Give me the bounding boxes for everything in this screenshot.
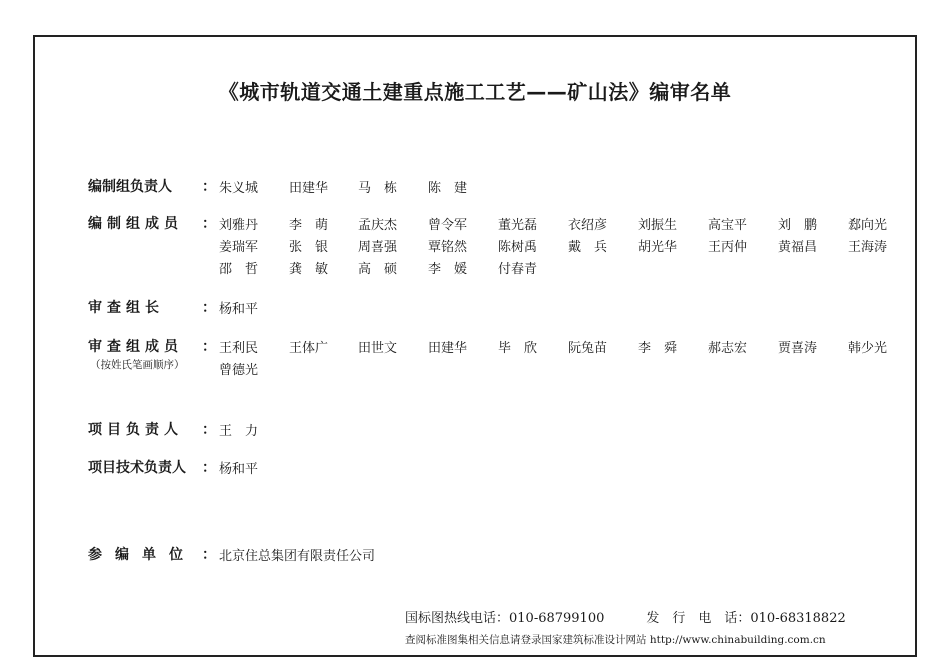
footer-phones [405,607,846,626]
member-name: 阮兔苗 [568,341,608,356]
website-line: 查阅标准图集相关信息请登录国家建筑标准设计网站 http://www.chinabuilding.com.cn [405,634,826,646]
review-lead-label: 审查组长 [88,300,164,316]
member-name: 王体广 [289,341,329,356]
member-name: 张 银 [289,240,329,255]
compile-lead-name: 田建华 [289,181,329,196]
member-name: 田世文 [358,341,398,356]
project-lead-colon: ： [202,422,216,438]
member-name: 高宝平 [708,218,748,233]
compile-lead-name: 陈 建 [428,181,468,196]
review-members-label: 审查组成员 [88,339,183,355]
tech-lead-name: 杨和平 [219,462,259,477]
member-name: 郝志宏 [708,341,748,356]
member-name: 衣绍彦 [568,218,608,233]
review-members-note: （按姓氏笔画顺序） [90,359,185,371]
project-lead-name: 王 力 [219,424,259,439]
member-name: 刘 鹏 [778,218,818,233]
member-name: 田建华 [428,341,468,356]
compile-lead-label: 编制组负责人 [88,179,172,195]
page-title: 《城市轨道交通土建重点施工工艺——矿山法》编审名单 [218,80,732,104]
member-name: 刘振生 [638,218,678,233]
review-members-colon: ： [202,339,216,355]
review-lead-name: 杨和平 [219,302,259,317]
compile-members-label: 编制组成员 [88,216,183,232]
member-name: 毕 欣 [498,341,538,356]
member-name: 李 媛 [428,262,468,277]
member-name: 戴 兵 [568,240,608,255]
member-name: 姜瑞军 [219,240,259,255]
member-name: 董光磊 [498,218,538,233]
tech-lead-colon: ： [202,460,216,476]
member-name: 贾喜涛 [778,341,818,356]
member-name: 陈树禹 [498,240,538,255]
member-name: 王海涛 [848,240,888,255]
hotline-text: 国标图热线电话：010-68799100 [405,611,605,626]
member-name: 刘雅丹 [219,218,259,233]
compile-lead-name: 朱义城 [219,181,259,196]
member-name: 李 萌 [289,218,329,233]
member-name: 孟庆杰 [358,218,398,233]
member-name: 覃铭然 [428,240,468,255]
review-lead-colon: ： [202,300,216,316]
member-name: 郄向光 [848,218,888,233]
member-name: 李 舜 [638,341,678,356]
member-name: 曾令军 [428,218,468,233]
compile-lead-colon: ： [202,179,216,195]
participant-name: 北京住总集团有限责任公司 [219,549,376,564]
member-name: 龚 敏 [289,262,329,277]
participant-colon: ： [202,547,216,563]
compile-lead-name: 马 栋 [358,181,398,196]
member-name: 曾德光 [219,363,259,378]
member-name: 王丙仲 [708,240,748,255]
member-name: 韩少光 [848,341,888,356]
member-name: 高 硕 [358,262,398,277]
project-lead-label: 项目负责人 [88,422,183,438]
member-name: 胡光华 [638,240,678,255]
compile-members-colon: ： [202,216,216,232]
tech-lead-label: 项目技术负责人 [88,460,186,476]
member-name: 周喜强 [358,240,398,255]
member-name: 黄福昌 [778,240,818,255]
distribution-phone-text: 发 行 电 话：010-68318822 [646,611,846,626]
participant-label: 参编单位 [88,547,196,563]
member-name: 付春青 [498,262,538,277]
member-name: 邵 哲 [219,262,259,277]
member-name: 王利民 [219,341,259,356]
